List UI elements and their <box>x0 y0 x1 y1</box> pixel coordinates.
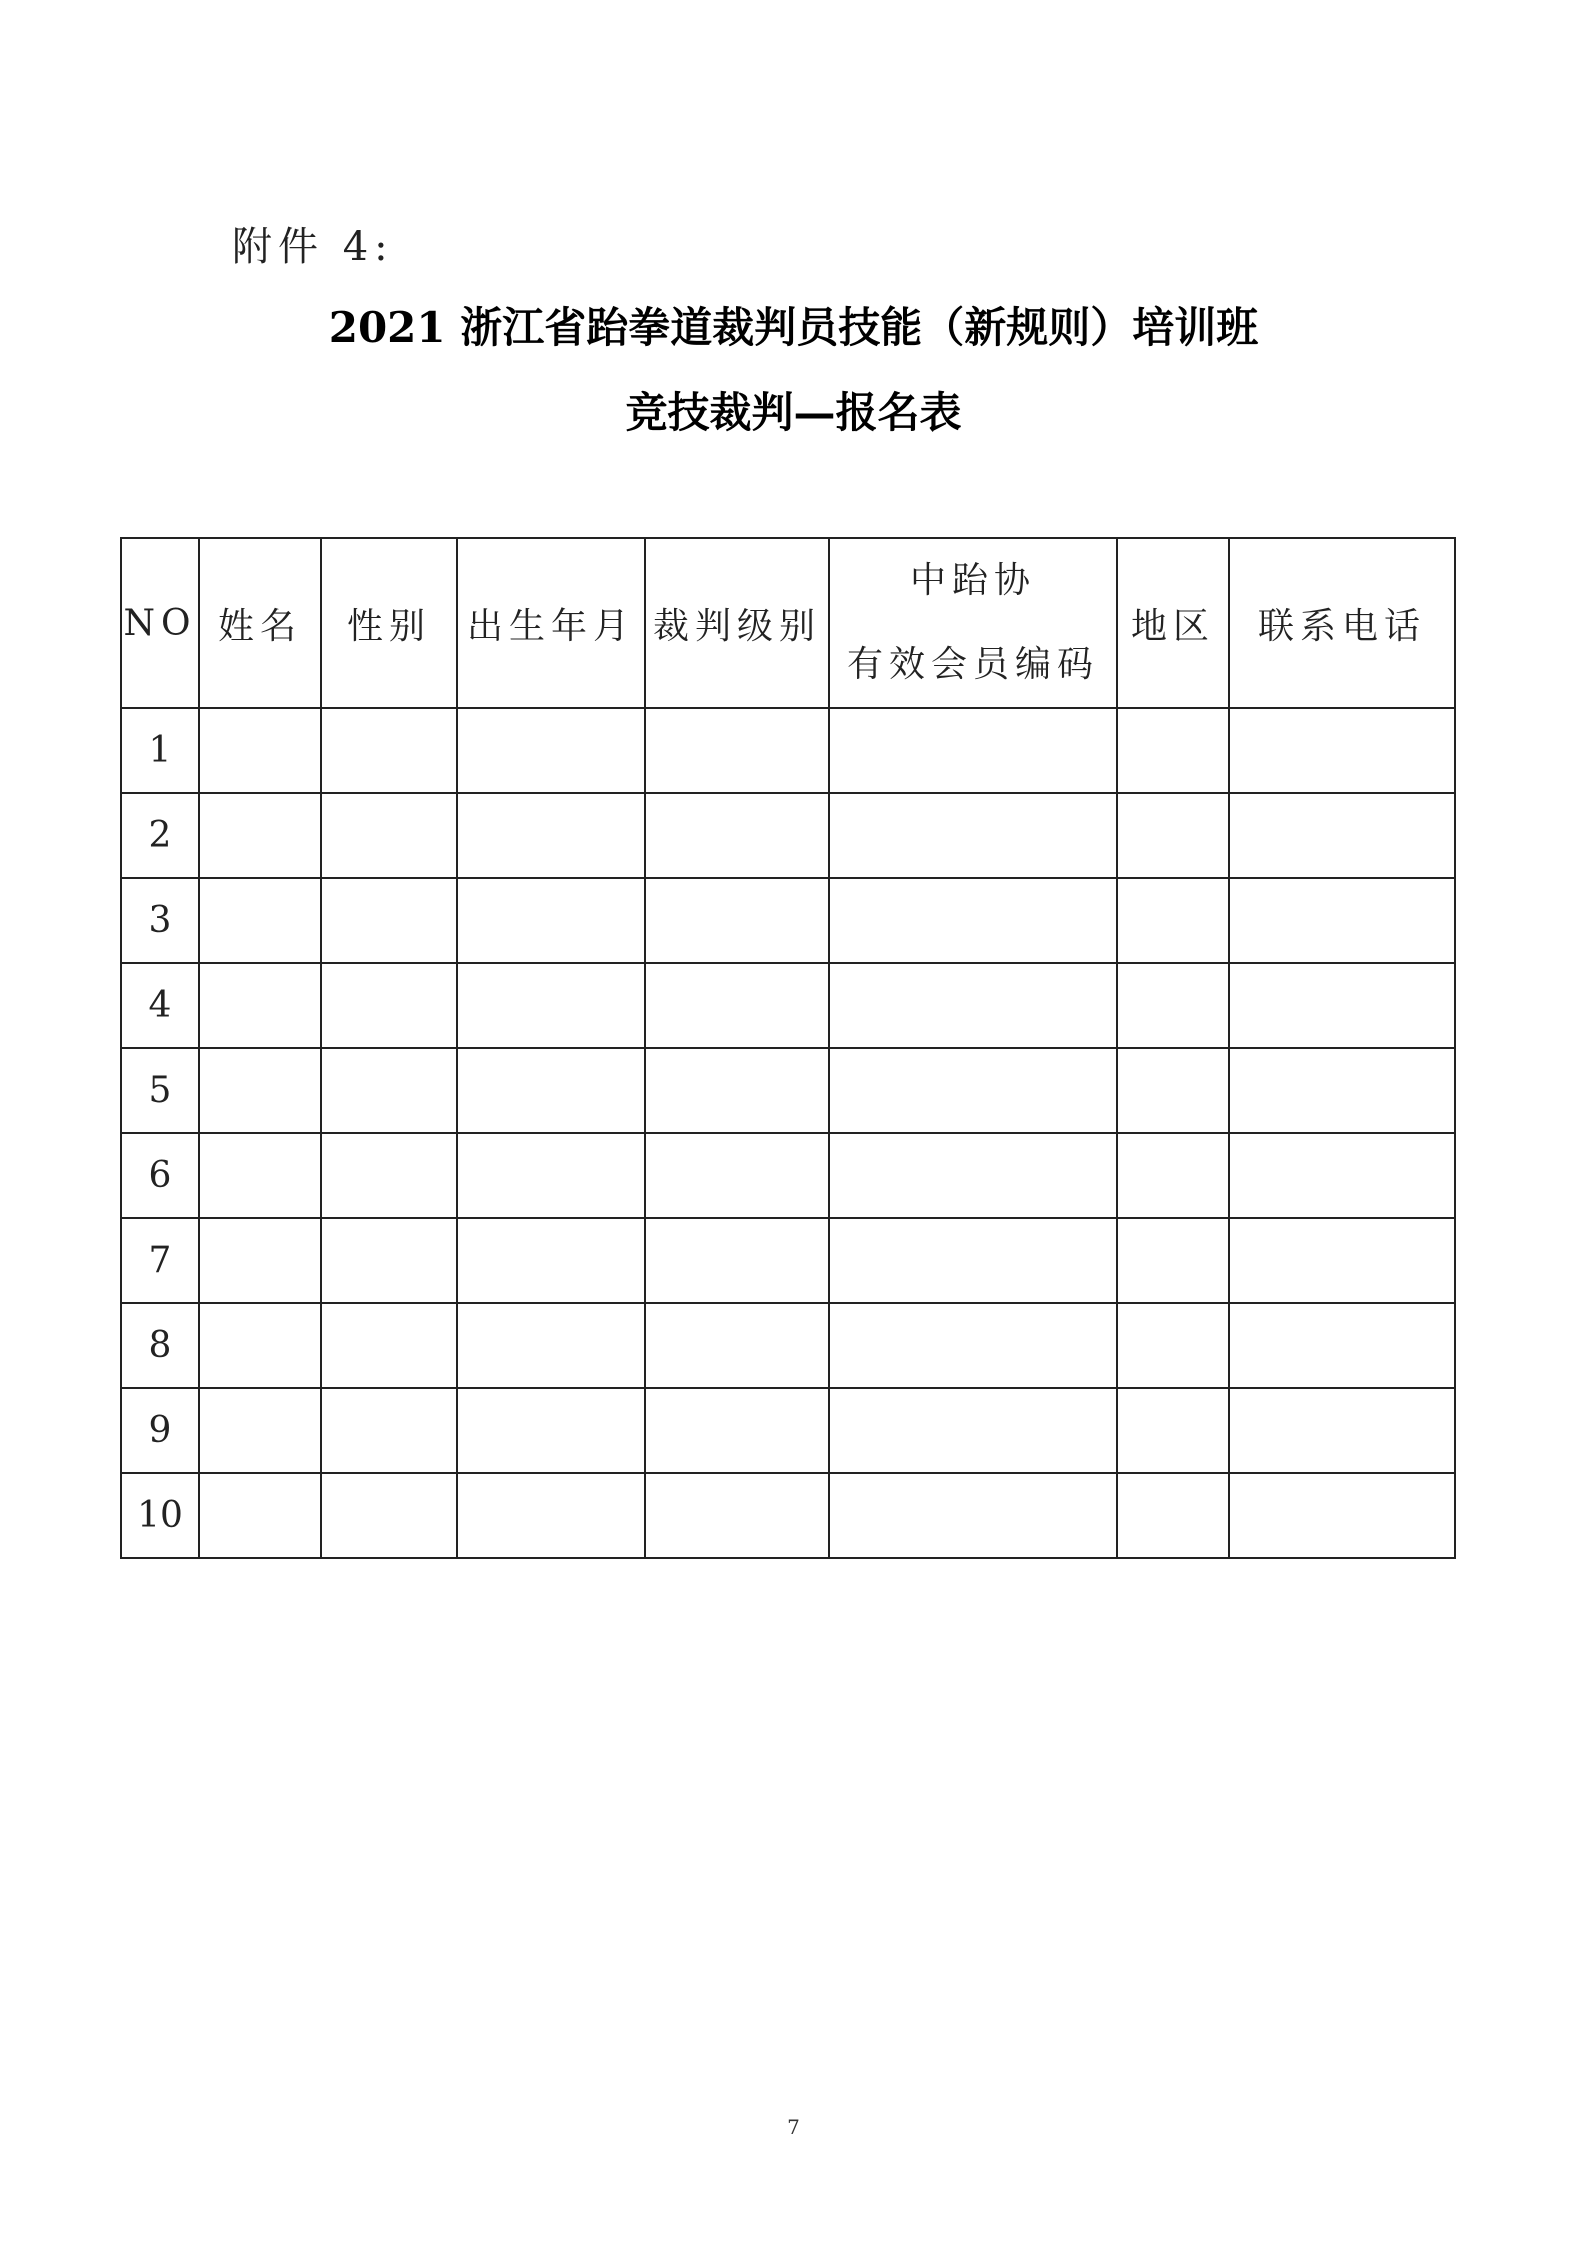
cell-name[interactable] <box>199 793 321 878</box>
cell-referee-level[interactable] <box>645 793 829 878</box>
cell-phone[interactable] <box>1229 1388 1455 1473</box>
row-number: 8 <box>121 1303 199 1388</box>
header-referee-level: 裁判级别 <box>645 538 829 708</box>
cell-birth[interactable] <box>457 1218 645 1303</box>
table-row <box>121 1048 1455 1133</box>
cell-member-code[interactable] <box>829 708 1117 793</box>
table-row <box>121 1303 1455 1388</box>
cell-region[interactable] <box>1117 1473 1229 1558</box>
row-number: 3 <box>121 878 199 963</box>
cell-member-code[interactable] <box>829 878 1117 963</box>
cell-phone[interactable] <box>1229 1303 1455 1388</box>
row-number: 10 <box>121 1473 199 1558</box>
row-number: 6 <box>121 1133 199 1218</box>
page-number: 7 <box>787 2115 800 2139</box>
cell-gender[interactable] <box>321 1218 457 1303</box>
header-region: 地区 <box>1117 538 1229 708</box>
cell-region[interactable] <box>1117 1218 1229 1303</box>
cell-name[interactable] <box>199 1473 321 1558</box>
cell-name[interactable] <box>199 878 321 963</box>
cell-member-code[interactable] <box>829 1473 1117 1558</box>
form-title: 2021 浙江省跆拳道裁判员技能（新规则）培训班 <box>328 303 1259 352</box>
cell-referee-level[interactable] <box>645 1048 829 1133</box>
cell-birth[interactable] <box>457 1388 645 1473</box>
table-row <box>121 793 1455 878</box>
cell-phone[interactable] <box>1229 1048 1455 1133</box>
header-phone: 联系电话 <box>1229 538 1455 708</box>
cell-gender[interactable] <box>321 793 457 878</box>
cell-region[interactable] <box>1117 878 1229 963</box>
cell-region[interactable] <box>1117 708 1229 793</box>
cell-referee-level[interactable] <box>645 1133 829 1218</box>
cell-phone[interactable] <box>1229 793 1455 878</box>
cell-birth[interactable] <box>457 878 645 963</box>
header-gender: 性别 <box>321 538 457 708</box>
row-number: 7 <box>121 1218 199 1303</box>
cell-member-code[interactable] <box>829 1133 1117 1218</box>
table-row <box>121 1473 1455 1558</box>
cell-region[interactable] <box>1117 1048 1229 1133</box>
table-row <box>121 708 1455 793</box>
cell-gender[interactable] <box>321 878 457 963</box>
cell-name[interactable] <box>199 963 321 1048</box>
cell-birth[interactable] <box>457 793 645 878</box>
cell-name[interactable] <box>199 1048 321 1133</box>
row-number: 2 <box>121 793 199 878</box>
cell-region[interactable] <box>1117 1133 1229 1218</box>
table-row <box>121 1218 1455 1303</box>
table-header-row <box>121 538 1455 708</box>
cell-referee-level[interactable] <box>645 1388 829 1473</box>
header-member-code-line1: 中跆协 <box>909 560 1036 601</box>
row-number: 9 <box>121 1388 199 1473</box>
cell-referee-level[interactable] <box>645 878 829 963</box>
row-number: 1 <box>121 708 199 793</box>
cell-gender[interactable] <box>321 1133 457 1218</box>
cell-member-code[interactable] <box>829 1303 1117 1388</box>
header-member-code <box>829 538 1117 708</box>
table-row <box>121 878 1455 963</box>
header-birth: 出生年月 <box>457 538 645 708</box>
registration-table <box>120 537 1456 1559</box>
cell-birth[interactable] <box>457 1048 645 1133</box>
cell-referee-level[interactable] <box>645 963 829 1048</box>
cell-birth[interactable] <box>457 1133 645 1218</box>
cell-region[interactable] <box>1117 1303 1229 1388</box>
cell-gender[interactable] <box>321 1473 457 1558</box>
cell-phone[interactable] <box>1229 1473 1455 1558</box>
header-name: 姓名 <box>199 538 321 708</box>
cell-region[interactable] <box>1117 1388 1229 1473</box>
cell-member-code[interactable] <box>829 963 1117 1048</box>
cell-member-code[interactable] <box>829 1388 1117 1473</box>
attachment-label: 附件 4: <box>232 224 394 270</box>
table-row <box>121 1388 1455 1473</box>
table-row <box>121 963 1455 1048</box>
cell-phone[interactable] <box>1229 1218 1455 1303</box>
form-subtitle: 竞技裁判—报名表 <box>625 388 962 437</box>
cell-gender[interactable] <box>321 1388 457 1473</box>
cell-region[interactable] <box>1117 793 1229 878</box>
row-number: 4 <box>121 963 199 1048</box>
cell-gender[interactable] <box>321 963 457 1048</box>
cell-region[interactable] <box>1117 963 1229 1048</box>
cell-member-code[interactable] <box>829 1048 1117 1133</box>
cell-name[interactable] <box>199 708 321 793</box>
cell-phone[interactable] <box>1229 1133 1455 1218</box>
cell-referee-level[interactable] <box>645 1303 829 1388</box>
cell-birth[interactable] <box>457 963 645 1048</box>
cell-name[interactable] <box>199 1133 321 1218</box>
cell-member-code[interactable] <box>829 1218 1117 1303</box>
cell-gender[interactable] <box>321 1048 457 1133</box>
cell-gender[interactable] <box>321 708 457 793</box>
cell-phone[interactable] <box>1229 878 1455 963</box>
cell-gender[interactable] <box>321 1303 457 1388</box>
cell-birth[interactable] <box>457 708 645 793</box>
cell-phone[interactable] <box>1229 963 1455 1048</box>
cell-member-code[interactable] <box>829 793 1117 878</box>
cell-name[interactable] <box>199 1303 321 1388</box>
cell-name[interactable] <box>199 1388 321 1473</box>
header-no: NO <box>121 538 199 708</box>
cell-referee-level[interactable] <box>645 708 829 793</box>
table-row <box>121 1133 1455 1218</box>
cell-referee-level[interactable] <box>645 1218 829 1303</box>
cell-referee-level[interactable] <box>645 1473 829 1558</box>
row-number: 5 <box>121 1048 199 1133</box>
header-member-code-line2: 有效会员编码 <box>846 644 1099 685</box>
cell-birth[interactable] <box>457 1303 645 1388</box>
cell-birth[interactable] <box>457 1473 645 1558</box>
cell-phone[interactable] <box>1229 708 1455 793</box>
cell-name[interactable] <box>199 1218 321 1303</box>
